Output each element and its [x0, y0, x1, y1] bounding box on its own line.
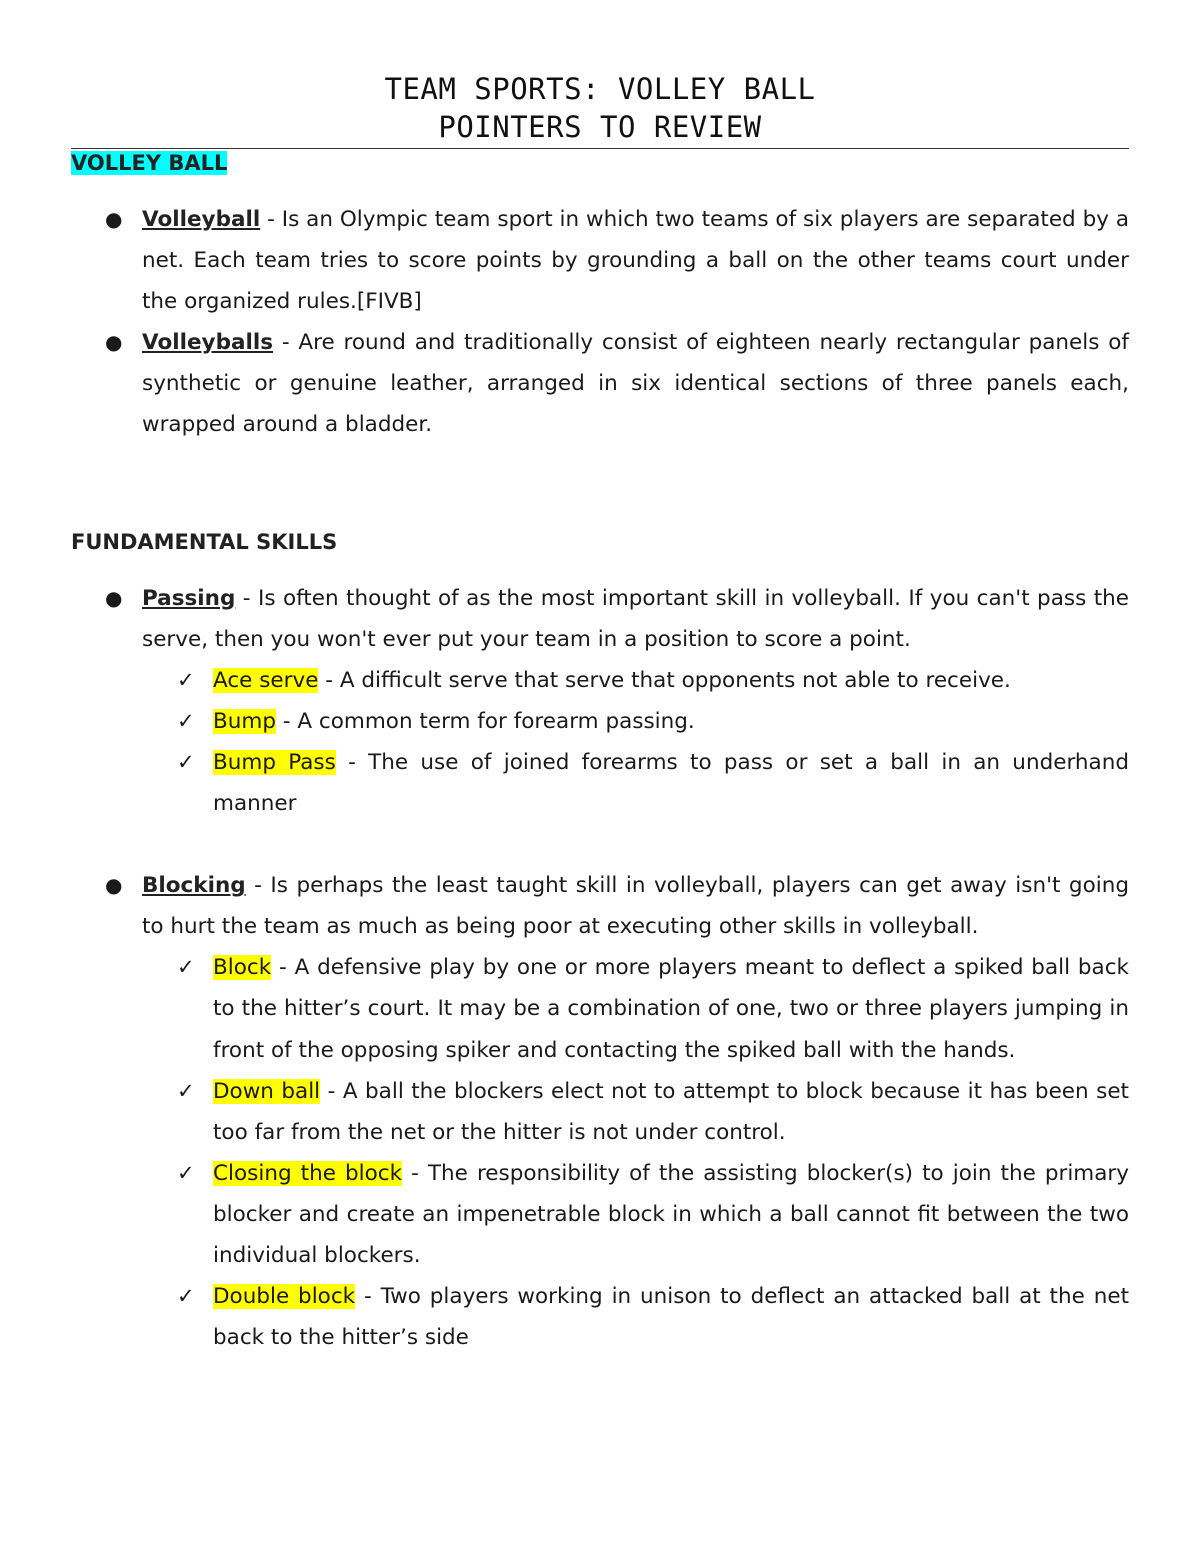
bullet-icon: ●: [105, 873, 123, 898]
section-heading-fundamental-skills: FUNDAMENTAL SKILLS: [71, 529, 338, 554]
spacer: [142, 824, 1129, 865]
list-item-blocking: [71, 865, 1129, 1358]
sub-term: Down ball: [213, 1078, 321, 1104]
check-icon: ✓: [177, 1078, 195, 1103]
sub-term: Bump: [213, 708, 276, 734]
title-line-1: TEAM SPORTS: VOLLEY BALL: [384, 72, 816, 106]
title-line-2: POINTERS TO REVIEW: [438, 110, 762, 144]
check-icon: ✓: [177, 749, 195, 774]
sub-definition: - The responsibility of the assisting blocker(s) to join the primary blocker and create an impenetrable block in which a ball cannot fit between the two individual blockers.: [213, 1160, 1129, 1268]
sub-list-item: [71, 1276, 1129, 1358]
term: Volleyball: [142, 207, 261, 232]
sub-term-list: [142, 660, 1129, 824]
section-heading-text: VOLLEY BALL: [71, 151, 228, 175]
definition: - Is often thought of as the most important skill in volleyball. If you can't pass the serve, then you won't ever put your team in a position to score a point.: [142, 585, 1129, 652]
check-icon: ✓: [177, 955, 195, 980]
bullet-icon: ●: [105, 585, 123, 610]
sub-definition: - A difficult serve that serve that opponents not able to receive.: [318, 667, 1011, 693]
list-item: [71, 199, 1129, 322]
spacer: [71, 555, 1129, 578]
bullet-icon: ●: [105, 330, 123, 355]
sub-definition: - Two players working in unison to deflect an attacked ball at the net back to the hitter’s side: [213, 1284, 1129, 1351]
sub-term: Block: [213, 955, 272, 981]
check-icon: ✓: [177, 1284, 195, 1309]
skills-list: [71, 578, 1129, 1359]
term: Passing: [142, 585, 236, 611]
definition: - Is an Olympic team sport in which two teams of six players are separated by a net. Each team tries to score points by grounding a ball on the other teams court under the organized rules.[FIVB]: [142, 207, 1129, 315]
definition-list: [71, 199, 1129, 446]
document-title: [71, 70, 1129, 146]
sub-list-item: [71, 742, 1129, 824]
section-heading-volley-ball: [71, 150, 1129, 176]
sub-term: Ace serve: [213, 667, 319, 693]
sub-definition: - A ball the blockers elect not to attempt to block because it has been set too far from the net or the hitter is not under control.: [213, 1078, 1129, 1145]
definition: - Is perhaps the least taught skill in volleyball, players can get away isn't going to hurt the team as much as being poor at executing other skills in volleyball.: [142, 873, 1129, 940]
list-item-passing: [71, 578, 1129, 866]
bullet-icon: ●: [105, 207, 123, 231]
sub-term: Closing the block: [213, 1160, 403, 1186]
sub-list-item: [71, 660, 1129, 701]
title-divider: [71, 148, 1129, 149]
sub-definition: - The use of joined forearms to pass or set a ball in an underhand manner: [213, 749, 1129, 817]
sub-term: Bump Pass: [213, 749, 336, 775]
document-page: [71, 70, 1129, 1358]
definition: - Are round and traditionally consist of eighteen nearly rectangular panels of synthetic or genuine leather, arranged in six identical sections of three panels each, wrapped around a bladder.: [142, 330, 1129, 438]
term: Volleyballs: [142, 330, 274, 356]
sub-term: Double block: [213, 1284, 356, 1310]
term: Blocking: [142, 873, 246, 899]
sub-definition: - A defensive play by one or more players meant to deflect a spiked ball back to the hitter’s court. It may be a combination of one, two or three players jumping in front of the opposing spiker and contacting the spiked ball with the hands.: [213, 955, 1129, 1063]
check-icon: ✓: [177, 667, 195, 692]
list-item: [71, 322, 1129, 445]
sub-definition: - A common term for forearm passing.: [275, 708, 695, 734]
sub-list-item: [71, 701, 1129, 742]
check-icon: ✓: [177, 708, 195, 733]
sub-term-list: [142, 947, 1129, 1358]
sub-list-item: [71, 1071, 1129, 1153]
spacer: [71, 176, 1129, 199]
sub-list-item: [71, 1153, 1129, 1276]
check-icon: ✓: [177, 1160, 195, 1185]
sub-list-item: [71, 947, 1129, 1070]
